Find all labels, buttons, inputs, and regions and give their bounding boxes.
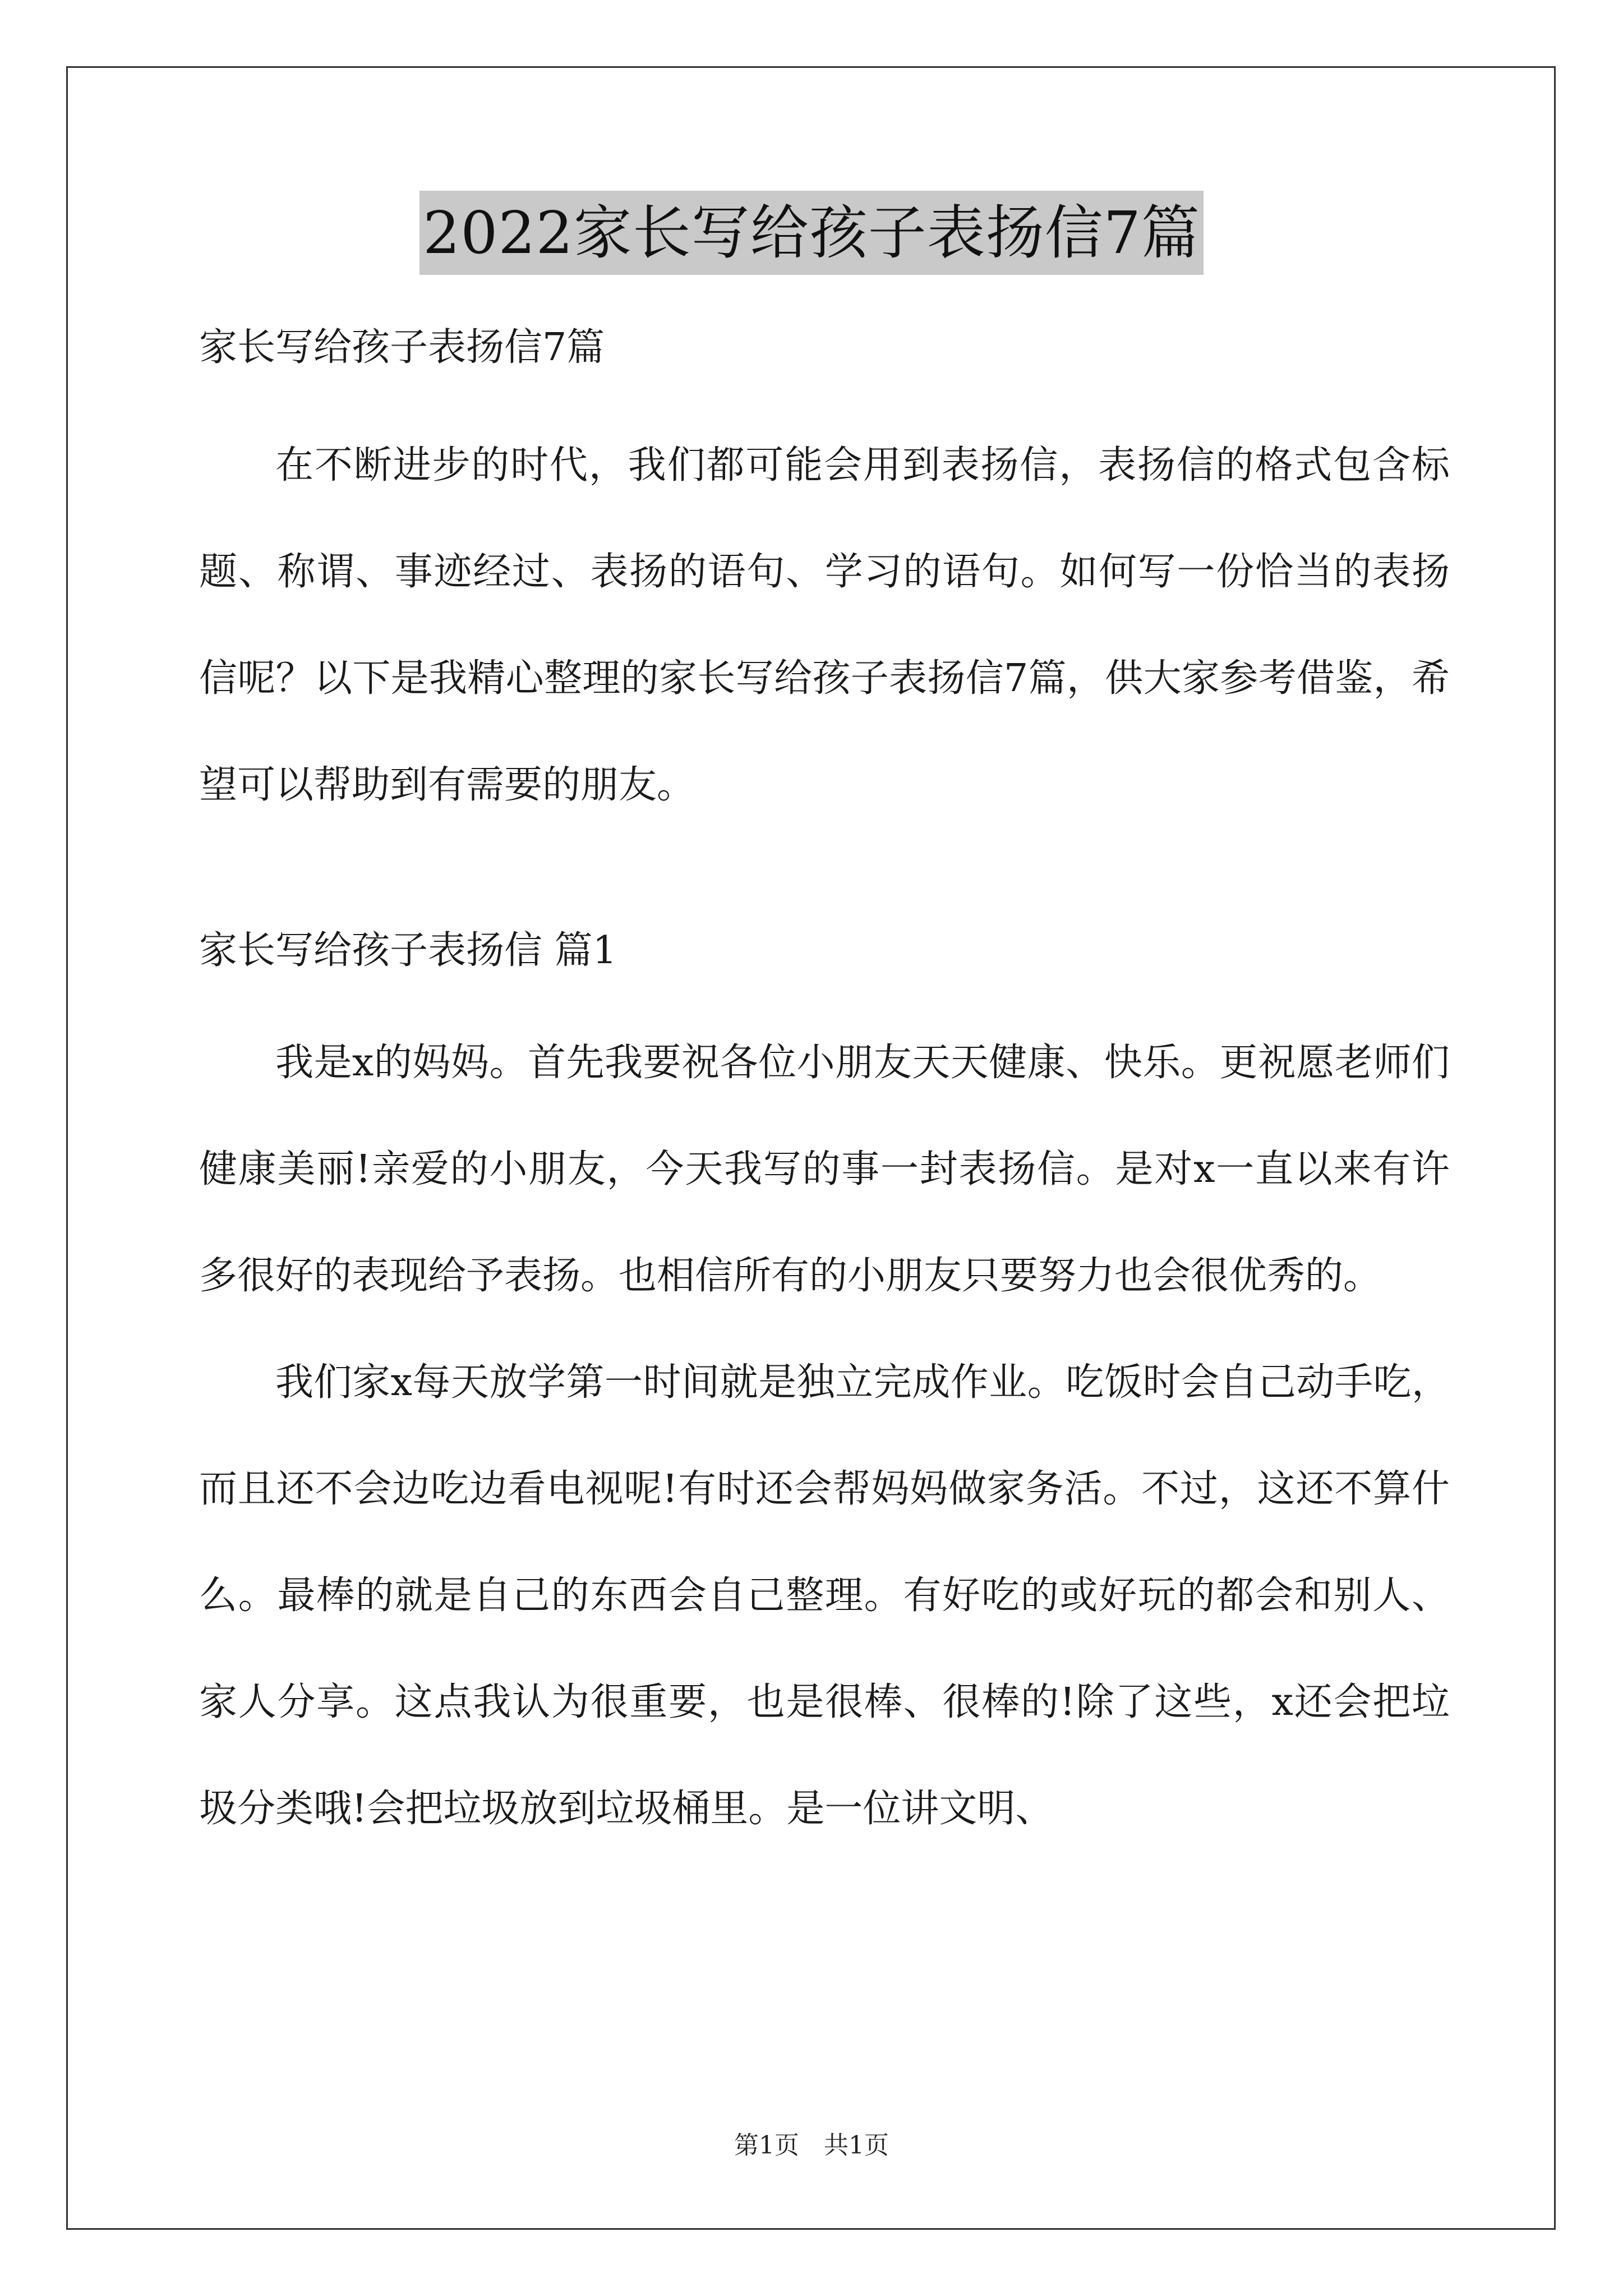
document-subtitle: 家长写给孩子表扬信7篇 — [199, 325, 605, 370]
intro-paragraph: 在不断进步的时代，我们都可能会用到表扬信，表扬信的格式包含标题、称谓、事迹经过、表扬的语句、学习的语句。如何写一份恰当的表扬信呢？以下是我精心整理的家长写给孩子表扬信7篇，供大家参考借鉴，希望可以帮助到有需要的朋友。 — [199, 443, 1450, 807]
document-body — [199, 297, 1450, 1862]
title-wrap — [0, 191, 1623, 275]
document-title: 2022家长写给孩子表扬信7篇 — [419, 191, 1204, 275]
section-gap — [199, 839, 1450, 923]
section-heading-1: 家长写给孩子表扬信 篇1 — [199, 928, 617, 973]
section-1-paragraph-2: 我们家x每天放学第一时间就是独立完成作业。吃饭时会自己动手吃，而且还不会边吃边看电视呢!有时还会帮妈妈做家务活。不过，这还不算什么。最棒的就是自己的东西会自己整理。有好吃的或好玩的都会和别人、家人分享。这点我认为很重要，也是很棒、很棒的!除了这些，x还会把垃圾分类哦!会把垃圾放到垃圾桶里。是一位讲文明、 — [199, 1360, 1450, 1831]
page-footer: 第1页 共1页 — [734, 2131, 889, 2160]
section-1-paragraph-1: 我是x的妈妈。首先我要祝各位小朋友天天健康、快乐。更祝愿老师们健康美丽!亲爱的小朋友，今天我写的事一封表扬信。是对x一直以来有许多很好的表现给予表扬。也相信所有的小朋友只要努力也会很优秀的。 — [199, 1041, 1450, 1298]
